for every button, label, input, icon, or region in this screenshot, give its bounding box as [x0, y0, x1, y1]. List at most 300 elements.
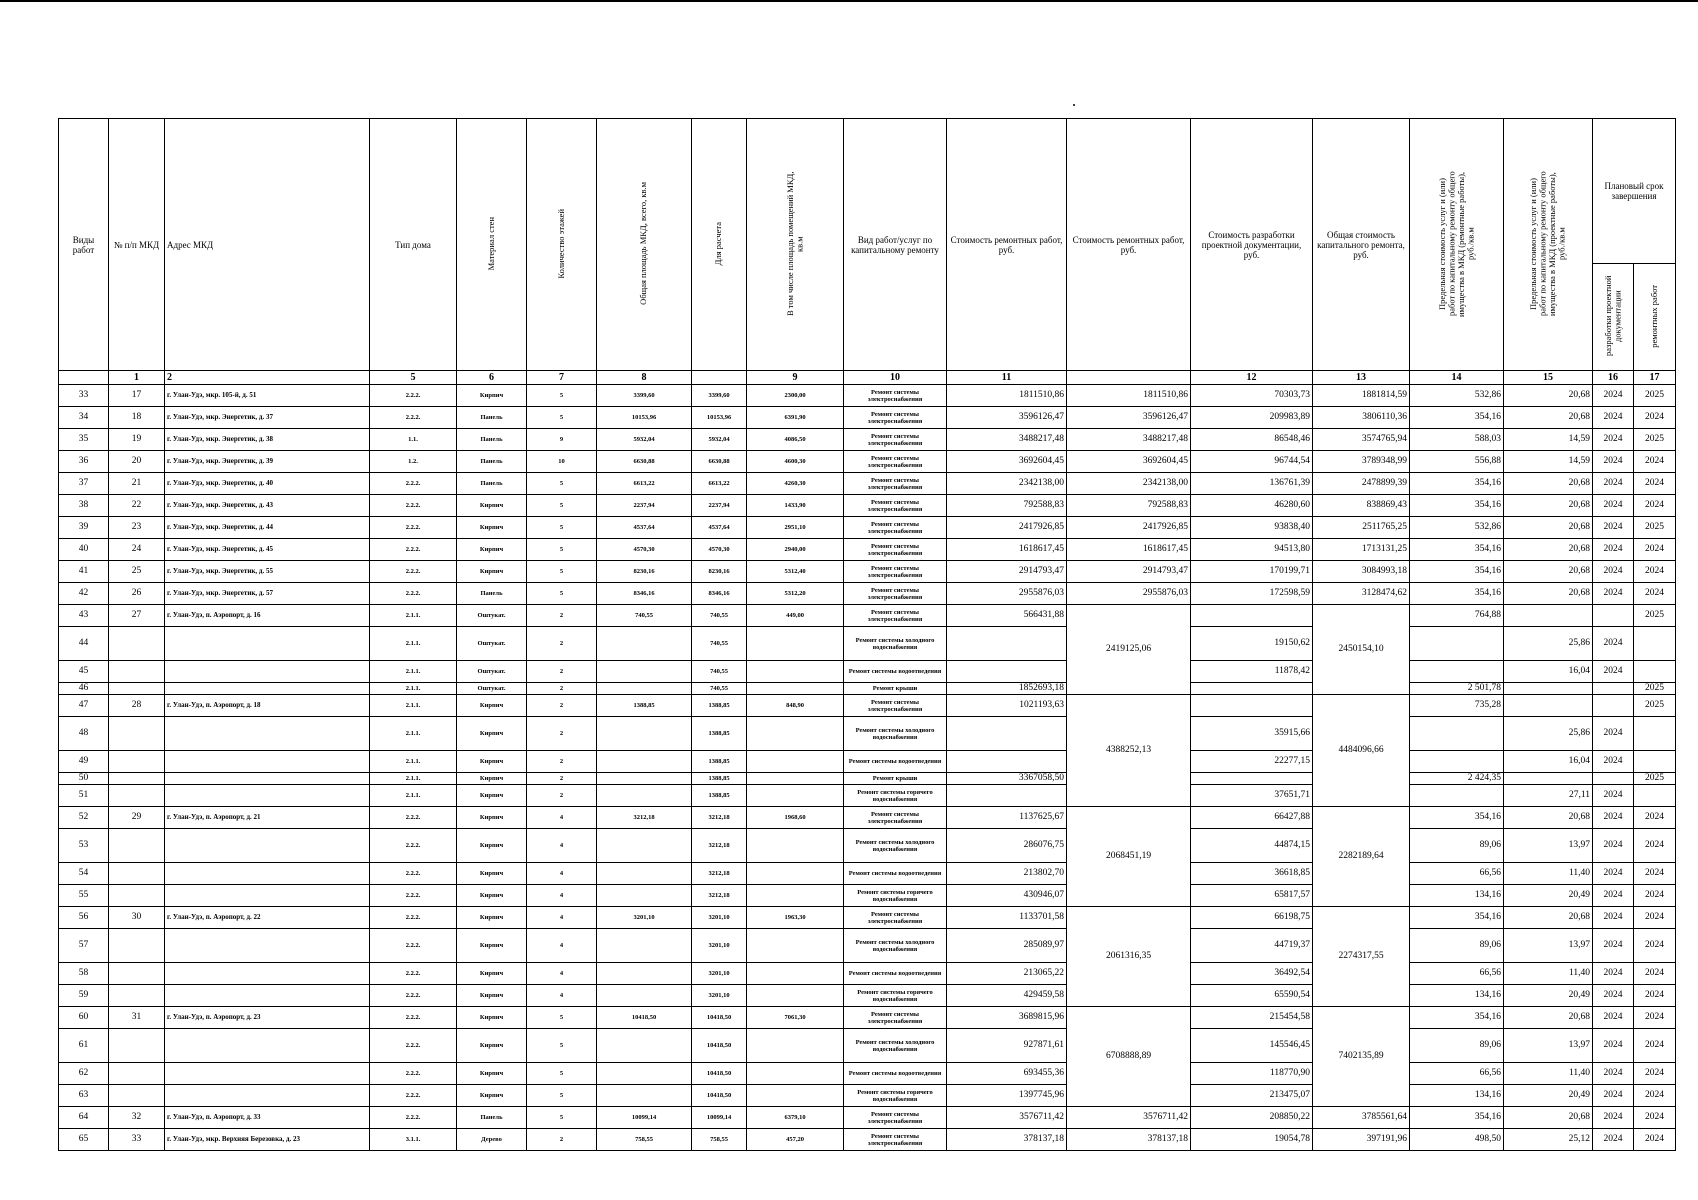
repair-cost: 1133701,58 [947, 907, 1067, 929]
address: г. Улан-Удэ, п. Аэропорт, д. 23 [165, 1007, 370, 1029]
mkd-number: 22 [109, 495, 165, 517]
limit-design [1504, 683, 1593, 695]
work-type: Ремонт системы холодного водоснабжения [844, 627, 947, 661]
table-row [59, 1129, 1676, 1151]
header-premises-area: В том числе площадь помещений МКД, кв.м [747, 119, 844, 371]
deadline-repair: 2024 [1634, 907, 1676, 929]
calc-area: 4537,64 [692, 517, 747, 539]
table-row [59, 451, 1676, 473]
address: г. Улан-Удэ, мкр. Энергетик, д. 57 [165, 583, 370, 605]
limit-design: 20,68 [1504, 407, 1593, 429]
header-design-cost: Стоимость разработки проектной документации, руб. [1191, 119, 1313, 371]
repair-cost: 2417926,85 [947, 517, 1067, 539]
wall-material: Панель [457, 407, 527, 429]
mkd-number: 29 [109, 807, 165, 829]
deadline-repair: 2024 [1634, 985, 1676, 1007]
calc-area: 8230,16 [692, 561, 747, 583]
limit-repair [1410, 785, 1504, 807]
premises-area [747, 1029, 844, 1063]
header-total-cost: Общая стоимость капитального ремонта, руб. [1313, 119, 1410, 371]
header-planned-deadline: Плановый срок завершения [1593, 119, 1676, 264]
table-row [59, 661, 1676, 683]
house-type: 2.2.2. [370, 473, 457, 495]
row-number: 34 [59, 407, 109, 429]
deadline-repair: 2024 [1634, 1085, 1676, 1107]
limit-design: 20,68 [1504, 495, 1593, 517]
address [165, 717, 370, 751]
repair-cost-total: 1618617,45 [1067, 539, 1191, 561]
repair-cost-total: 378137,18 [1067, 1129, 1191, 1151]
repair-cost-total: 2342138,00 [1067, 473, 1191, 495]
design-cost: 86548,46 [1191, 429, 1313, 451]
row-number: 47 [59, 695, 109, 717]
mkd-number [109, 1063, 165, 1085]
total-cost: 2274317,55 [1313, 907, 1410, 1007]
deadline-repair: 2024 [1634, 1007, 1676, 1029]
floors: 5 [527, 1007, 597, 1029]
premises-area [747, 661, 844, 683]
repair-cost: 3576711,42 [947, 1107, 1067, 1129]
limit-design: 20,68 [1504, 473, 1593, 495]
work-type: Ремонт системы горячего водоснабжения [844, 1085, 947, 1107]
wall-material: Кирпич [457, 863, 527, 885]
mkd-number [109, 1085, 165, 1107]
floors: 9 [527, 429, 597, 451]
premises-area: 2951,10 [747, 517, 844, 539]
total-cost: 3128474,62 [1313, 583, 1410, 605]
total-area [597, 683, 692, 695]
limit-repair: 354,16 [1410, 495, 1504, 517]
work-type: Ремонт системы горячего водоснабжения [844, 785, 947, 807]
design-cost: 44874,15 [1191, 829, 1313, 863]
design-cost: 46280,60 [1191, 495, 1313, 517]
deadline-design [1593, 773, 1634, 785]
design-cost: 94513,80 [1191, 539, 1313, 561]
stray-dot [1073, 104, 1075, 106]
deadline-design: 2024 [1593, 717, 1634, 751]
address: г. Улан-Удэ, п. Аэропорт, д. 21 [165, 807, 370, 829]
header-address: Адрес МКД [165, 119, 370, 371]
colnum: 16 [1593, 371, 1634, 385]
mkd-number [109, 963, 165, 985]
address: г. Улан-Удэ, п. Аэропорт, д. 33 [165, 1107, 370, 1129]
floors: 5 [527, 473, 597, 495]
address: г. Улан-Удэ, мкр. 105-й, д. 51 [165, 385, 370, 407]
table-row [59, 1063, 1676, 1085]
mkd-number: 31 [109, 1007, 165, 1029]
address: г. Улан-Удэ, мкр. Энергетик, д. 37 [165, 407, 370, 429]
premises-area [747, 985, 844, 1007]
house-type: 2.2.2. [370, 495, 457, 517]
work-type: Ремонт системы электроснабжения [844, 517, 947, 539]
mkd-number [109, 773, 165, 785]
total-cost: 1713131,25 [1313, 539, 1410, 561]
deadline-repair: 2025 [1634, 683, 1676, 695]
wall-material: Панель [457, 473, 527, 495]
mkd-number [109, 627, 165, 661]
address: г. Улан-Удэ, мкр. Энергетик, д. 40 [165, 473, 370, 495]
row-number: 45 [59, 661, 109, 683]
deadline-repair: 2025 [1634, 773, 1676, 785]
deadline-design: 2024 [1593, 1063, 1634, 1085]
floors: 2 [527, 661, 597, 683]
wall-material: Оштукат. [457, 661, 527, 683]
limit-repair: 2 424,35 [1410, 773, 1504, 785]
calc-area: 1388,85 [692, 773, 747, 785]
house-type: 1.2. [370, 451, 457, 473]
limit-design: 14,59 [1504, 451, 1593, 473]
house-type: 2.1.1. [370, 683, 457, 695]
table-row [59, 605, 1676, 627]
repair-cost: 3689815,96 [947, 1007, 1067, 1029]
mkd-number: 24 [109, 539, 165, 561]
table-row [59, 829, 1676, 863]
limit-repair: 354,16 [1410, 561, 1504, 583]
repair-cost: 213065,22 [947, 963, 1067, 985]
repair-cost: 1811510,86 [947, 385, 1067, 407]
total-area: 8230,16 [597, 561, 692, 583]
row-number: 60 [59, 1007, 109, 1029]
repair-cost-total: 2419125,06 [1067, 605, 1191, 695]
deadline-repair [1634, 627, 1676, 661]
row-number: 56 [59, 907, 109, 929]
deadline-repair: 2024 [1634, 451, 1676, 473]
mkd-number [109, 863, 165, 885]
limit-repair: 588,03 [1410, 429, 1504, 451]
calc-area: 3399,60 [692, 385, 747, 407]
floors: 5 [527, 539, 597, 561]
premises-area: 457,20 [747, 1129, 844, 1151]
colnum: 15 [1504, 371, 1593, 385]
table-row [59, 1107, 1676, 1129]
floors: 2 [527, 773, 597, 785]
floors: 2 [527, 751, 597, 773]
row-number: 50 [59, 773, 109, 785]
calc-area: 3212,18 [692, 885, 747, 907]
limit-design: 25,12 [1504, 1129, 1593, 1151]
house-type: 2.1.1. [370, 661, 457, 683]
deadline-design: 2024 [1593, 1085, 1634, 1107]
deadline-repair: 2024 [1634, 1107, 1676, 1129]
address: г. Улан-Удэ, мкр. Энергетик, д. 55 [165, 561, 370, 583]
repair-cost: 430946,07 [947, 885, 1067, 907]
row-number: 33 [59, 385, 109, 407]
premises-area: 6379,10 [747, 1107, 844, 1129]
limit-repair: 354,16 [1410, 807, 1504, 829]
total-area: 5932,04 [597, 429, 692, 451]
table-row [59, 907, 1676, 929]
floors: 5 [527, 517, 597, 539]
header-wall-material: Материал стен [457, 119, 527, 371]
calc-area: 10099,14 [692, 1107, 747, 1129]
house-type: 2.2.2. [370, 1007, 457, 1029]
wall-material: Кирпич [457, 829, 527, 863]
premises-area [747, 1063, 844, 1085]
design-cost [1191, 695, 1313, 717]
work-type: Ремонт системы электроснабжения [844, 495, 947, 517]
calc-area: 3201,10 [692, 963, 747, 985]
colnum: 2 [165, 371, 370, 385]
address: г. Улан-Удэ, мкр. Энергетик, д. 45 [165, 539, 370, 561]
total-area [597, 885, 692, 907]
design-cost: 11878,42 [1191, 661, 1313, 683]
calc-area: 10418,50 [692, 1029, 747, 1063]
repair-cost-total: 2914793,47 [1067, 561, 1191, 583]
repair-cost-total: 3576711,42 [1067, 1107, 1191, 1129]
house-type: 2.1.1. [370, 785, 457, 807]
premises-area [747, 1085, 844, 1107]
table-row [59, 517, 1676, 539]
total-cost: 1881814,59 [1313, 385, 1410, 407]
floors: 4 [527, 963, 597, 985]
row-number: 43 [59, 605, 109, 627]
calc-area: 1388,85 [692, 785, 747, 807]
calc-area: 740,55 [692, 605, 747, 627]
deadline-repair: 2024 [1634, 807, 1676, 829]
address [165, 985, 370, 1007]
design-cost: 136761,39 [1191, 473, 1313, 495]
wall-material: Кирпич [457, 1063, 527, 1085]
house-type: 1.1. [370, 429, 457, 451]
mkd-number: 20 [109, 451, 165, 473]
repair-cost [947, 751, 1067, 773]
deadline-design: 2024 [1593, 1129, 1634, 1151]
address [165, 627, 370, 661]
colnum [59, 371, 109, 385]
total-area [597, 627, 692, 661]
table-row [59, 695, 1676, 717]
work-type: Ремонт системы электроснабжения [844, 473, 947, 495]
header-limit-repair: Предельная стоимость услуг и (или) работ по капитальному ремонту общего имущества в МКД (ремонтные работы), руб./кв.м [1410, 119, 1504, 371]
table-row [59, 985, 1676, 1007]
calc-area: 2237,94 [692, 495, 747, 517]
total-cost: 3574765,94 [1313, 429, 1410, 451]
work-type: Ремонт системы электроснабжения [844, 1107, 947, 1129]
limit-repair: 354,16 [1410, 473, 1504, 495]
wall-material: Кирпич [457, 517, 527, 539]
house-type: 2.2.2. [370, 561, 457, 583]
deadline-design: 2024 [1593, 751, 1634, 773]
deadline-design: 2024 [1593, 583, 1634, 605]
deadline-design: 2024 [1593, 929, 1634, 963]
calc-area: 740,55 [692, 683, 747, 695]
total-area [597, 1029, 692, 1063]
total-area: 6613,22 [597, 473, 692, 495]
table-body [59, 385, 1676, 1151]
repair-cost: 213802,70 [947, 863, 1067, 885]
repair-cost [947, 627, 1067, 661]
total-area: 6630,88 [597, 451, 692, 473]
table-row [59, 863, 1676, 885]
deadline-design: 2024 [1593, 1007, 1634, 1029]
limit-design: 11,40 [1504, 1063, 1593, 1085]
total-area [597, 751, 692, 773]
limit-design: 20,68 [1504, 583, 1593, 605]
mkd-number [109, 683, 165, 695]
work-type: Ремонт системы холодного водоснабжения [844, 1029, 947, 1063]
mkd-number: 26 [109, 583, 165, 605]
table-row [59, 561, 1676, 583]
header-mkd-number: № п/п МКД [109, 119, 165, 371]
wall-material: Кирпич [457, 751, 527, 773]
address [165, 1029, 370, 1063]
header-row-main [59, 119, 1676, 264]
deadline-repair: 2024 [1634, 1063, 1676, 1085]
calc-area: 3212,18 [692, 829, 747, 863]
colnum: 1 [109, 371, 165, 385]
calc-area: 6613,22 [692, 473, 747, 495]
floors: 4 [527, 807, 597, 829]
wall-material: Дерево [457, 1129, 527, 1151]
design-cost: 66427,88 [1191, 807, 1313, 829]
table-row [59, 1007, 1676, 1029]
design-cost: 215454,58 [1191, 1007, 1313, 1029]
repair-cost [947, 717, 1067, 751]
house-type: 2.2.2. [370, 1029, 457, 1063]
table-row [59, 539, 1676, 561]
row-number: 48 [59, 717, 109, 751]
table-row [59, 1029, 1676, 1063]
work-type: Ремонт системы горячего водоснабжения [844, 885, 947, 907]
colnum: 17 [1634, 371, 1676, 385]
repair-cost: 1618617,45 [947, 539, 1067, 561]
design-cost: 44719,37 [1191, 929, 1313, 963]
total-cost: 397191,96 [1313, 1129, 1410, 1151]
header-deadline-design: разработки проектной документации [1593, 264, 1634, 371]
limit-design: 16,04 [1504, 661, 1593, 683]
address: г. Улан-Удэ, мкр. Энергетик, д. 43 [165, 495, 370, 517]
table-row [59, 583, 1676, 605]
row-number: 57 [59, 929, 109, 963]
deadline-repair [1634, 661, 1676, 683]
repair-cost-total: 2068451,19 [1067, 807, 1191, 907]
mkd-number [109, 661, 165, 683]
deadline-design: 2024 [1593, 429, 1634, 451]
repair-cost: 927871,61 [947, 1029, 1067, 1063]
house-type: 3.1.1. [370, 1129, 457, 1151]
total-cost: 3806110,36 [1313, 407, 1410, 429]
house-type: 2.1.1. [370, 605, 457, 627]
total-area [597, 661, 692, 683]
repair-cost: 286076,75 [947, 829, 1067, 863]
repair-cost [947, 785, 1067, 807]
limit-repair: 735,28 [1410, 695, 1504, 717]
mkd-number: 19 [109, 429, 165, 451]
deadline-design: 2024 [1593, 807, 1634, 829]
wall-material: Кирпич [457, 807, 527, 829]
repair-cost: 3488217,48 [947, 429, 1067, 451]
wall-material: Кирпич [457, 385, 527, 407]
floors: 10 [527, 451, 597, 473]
calc-area: 3201,10 [692, 929, 747, 963]
wall-material: Оштукат. [457, 683, 527, 695]
design-cost: 208850,22 [1191, 1107, 1313, 1129]
house-type: 2.2.2. [370, 1107, 457, 1129]
row-number: 44 [59, 627, 109, 661]
deadline-repair: 2024 [1634, 829, 1676, 863]
floors: 4 [527, 829, 597, 863]
work-type: Ремонт системы водоотведения [844, 1063, 947, 1085]
total-cost: 3084993,18 [1313, 561, 1410, 583]
total-area: 10099,14 [597, 1107, 692, 1129]
house-type: 2.2.2. [370, 963, 457, 985]
mkd-number: 33 [109, 1129, 165, 1151]
repair-cost: 1137625,67 [947, 807, 1067, 829]
floors: 5 [527, 495, 597, 517]
address [165, 773, 370, 785]
row-number: 54 [59, 863, 109, 885]
total-area [597, 1063, 692, 1085]
repair-cost-total: 2955876,03 [1067, 583, 1191, 605]
deadline-design [1593, 695, 1634, 717]
floors: 5 [527, 583, 597, 605]
work-type: Ремонт системы электроснабжения [844, 407, 947, 429]
limit-design: 27,11 [1504, 785, 1593, 807]
limit-design [1504, 773, 1593, 785]
limit-repair: 354,16 [1410, 583, 1504, 605]
calc-area: 1388,85 [692, 695, 747, 717]
colnum: 12 [1191, 371, 1313, 385]
header-repair-type: Вид работ/услуг по капитальному ремонту [844, 119, 947, 371]
deadline-design: 2024 [1593, 885, 1634, 907]
colnum: 14 [1410, 371, 1504, 385]
floors: 4 [527, 907, 597, 929]
total-cost: 7402135,89 [1313, 1007, 1410, 1107]
deadline-repair: 2024 [1634, 885, 1676, 907]
floors: 5 [527, 385, 597, 407]
premises-area [747, 785, 844, 807]
limit-repair: 354,16 [1410, 1107, 1504, 1129]
work-type: Ремонт системы холодного водоснабжения [844, 717, 947, 751]
total-area [597, 963, 692, 985]
deadline-repair: 2025 [1634, 429, 1676, 451]
table-row [59, 929, 1676, 963]
limit-repair: 66,56 [1410, 963, 1504, 985]
limit-design: 11,40 [1504, 963, 1593, 985]
floors: 2 [527, 695, 597, 717]
floors: 5 [527, 1085, 597, 1107]
house-type: 2.2.2. [370, 885, 457, 907]
deadline-design: 2024 [1593, 863, 1634, 885]
row-number: 37 [59, 473, 109, 495]
house-type: 2.1.1. [370, 751, 457, 773]
deadline-design: 2024 [1593, 385, 1634, 407]
premises-area: 2300,00 [747, 385, 844, 407]
premises-area: 6391,90 [747, 407, 844, 429]
repair-cost: 3367058,50 [947, 773, 1067, 785]
wall-material: Кирпич [457, 907, 527, 929]
limit-design [1504, 695, 1593, 717]
work-type: Ремонт системы электроснабжения [844, 583, 947, 605]
colnum: 10 [844, 371, 947, 385]
deadline-repair: 2024 [1634, 473, 1676, 495]
calc-area: 10418,50 [692, 1007, 747, 1029]
address [165, 963, 370, 985]
limit-design: 16,04 [1504, 751, 1593, 773]
house-type: 2.2.2. [370, 929, 457, 963]
premises-area [747, 773, 844, 785]
address [165, 661, 370, 683]
deadline-design: 2024 [1593, 561, 1634, 583]
colnum: 11 [947, 371, 1067, 385]
repair-cost: 1021193,63 [947, 695, 1067, 717]
mkd-number [109, 785, 165, 807]
repair-cost-total: 2061316,35 [1067, 907, 1191, 1007]
total-cost: 3789348,99 [1313, 451, 1410, 473]
floors: 5 [527, 561, 597, 583]
design-cost: 66198,75 [1191, 907, 1313, 929]
address [165, 683, 370, 695]
